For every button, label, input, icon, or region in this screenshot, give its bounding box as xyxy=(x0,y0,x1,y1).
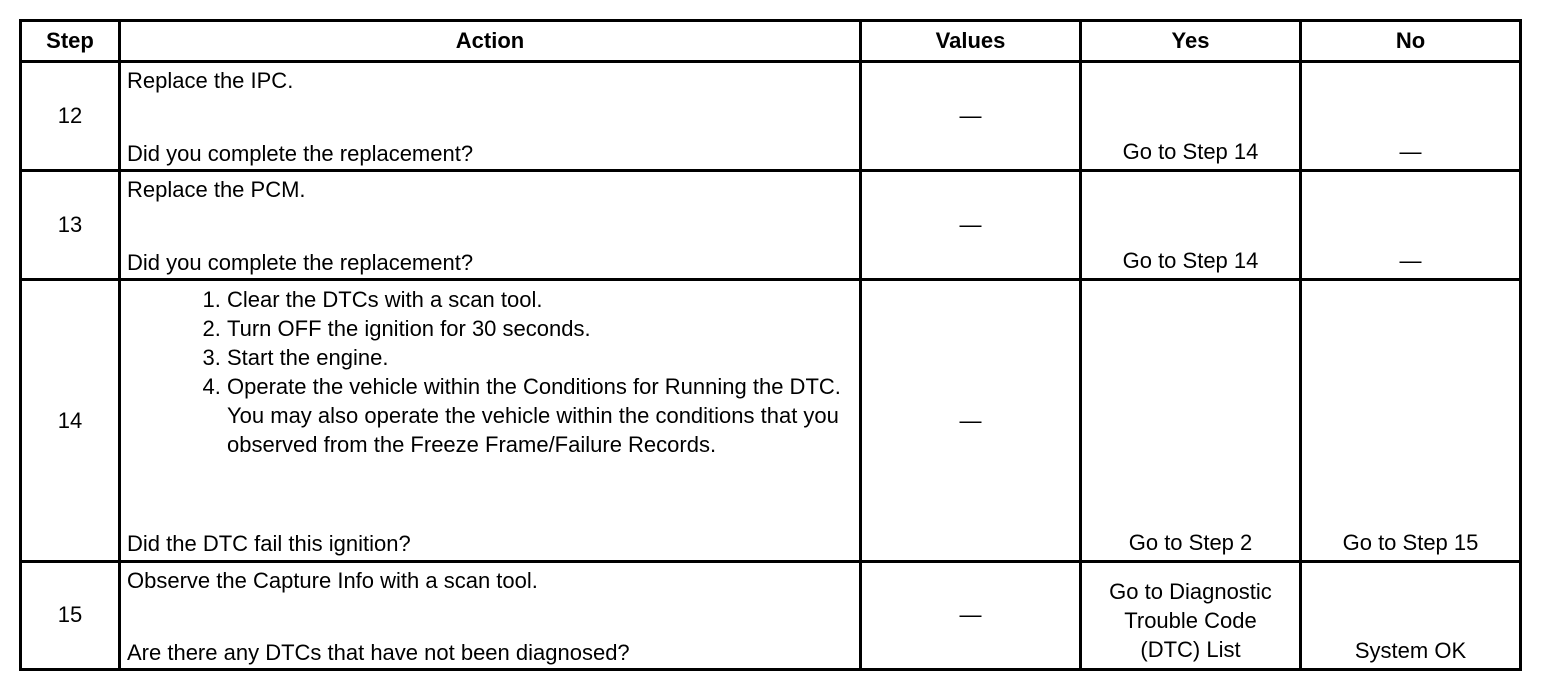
col-header-step: Step xyxy=(21,21,120,62)
yes-cell: Go to Step 14 xyxy=(1081,62,1301,171)
table-row xyxy=(21,561,1521,669)
step-number: 15 xyxy=(21,561,120,669)
table-row xyxy=(21,171,1521,280)
diagnostic-table xyxy=(19,19,1522,671)
yes-line: (DTC) List xyxy=(1140,637,1241,662)
action-step-item: 2. Turn OFF the ignition for 30 seconds. xyxy=(227,314,853,343)
action-step-item: 1. Clear the DTCs with a scan tool. xyxy=(227,285,853,314)
step-number: 12 xyxy=(21,62,120,171)
col-header-yes: Yes xyxy=(1081,21,1301,62)
action-text: Replace the PCM. xyxy=(127,177,306,203)
action-step-item: 3. Start the engine. xyxy=(227,343,853,372)
yes-cell: Go to Step 14 xyxy=(1081,171,1301,280)
values-cell: — xyxy=(861,171,1081,280)
no-cell: — xyxy=(1301,171,1521,280)
step-number: 14 xyxy=(21,280,120,561)
action-question: Are there any DTCs that have not been diagnosed? xyxy=(127,639,630,665)
action-question: Did you complete the replacement? xyxy=(127,250,474,276)
header-row xyxy=(21,21,1521,62)
no-cell: — xyxy=(1301,62,1521,171)
action-cell xyxy=(120,62,861,171)
action-step-item: 4. Operate the vehicle within the Conditions for Running the DTC. You may also operate the vehicle within the conditions that you observed from the Freeze Frame/Failure Records. xyxy=(227,372,853,459)
no-cell: Go to Step 15 xyxy=(1301,280,1521,561)
step-number: 13 xyxy=(21,171,120,280)
action-cell xyxy=(120,280,861,561)
col-header-values: Values xyxy=(861,21,1081,62)
table-row xyxy=(21,62,1521,171)
action-text: Observe the Capture Info with a scan tool. xyxy=(127,567,538,593)
yes-cell xyxy=(1081,561,1301,669)
action-step-list xyxy=(179,285,853,459)
values-cell: — xyxy=(861,280,1081,561)
yes-cell: Go to Step 2 xyxy=(1081,280,1301,561)
action-question: Did the DTC fail this ignition? xyxy=(127,531,411,557)
action-text: Replace the IPC. xyxy=(127,68,294,94)
col-header-no: No xyxy=(1301,21,1521,62)
no-cell: System OK xyxy=(1301,561,1521,669)
values-cell: — xyxy=(861,62,1081,171)
yes-line: Go to Diagnostic xyxy=(1109,579,1272,604)
table-row xyxy=(21,280,1521,561)
yes-line: Trouble Code xyxy=(1124,608,1257,633)
col-header-action: Action xyxy=(120,21,861,62)
values-cell: — xyxy=(861,561,1081,669)
action-cell xyxy=(120,561,861,669)
action-cell xyxy=(120,171,861,280)
action-question: Did you complete the replacement? xyxy=(127,141,474,167)
